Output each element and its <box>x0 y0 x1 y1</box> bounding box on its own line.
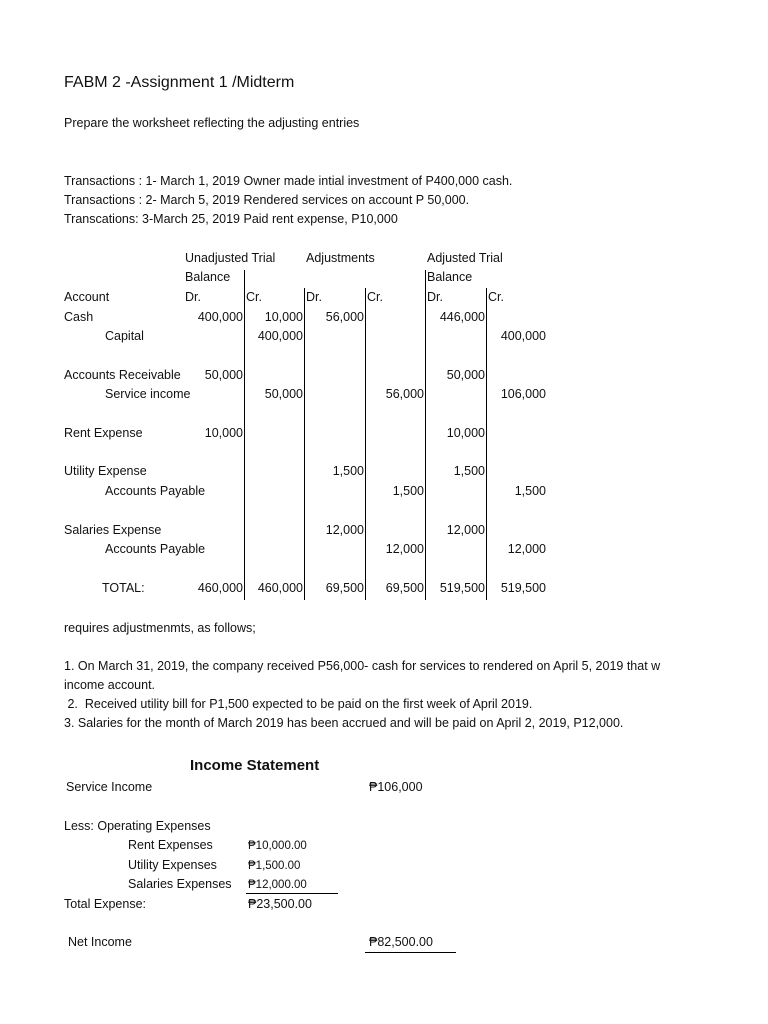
grid-line <box>486 288 487 600</box>
net-income-value: ₱82,500.00 <box>369 935 433 949</box>
rent-expenses-label: Rent Expenses <box>128 838 213 852</box>
adj-dr-value: 1,500 <box>332 464 364 478</box>
account-name: Capital <box>105 329 144 343</box>
ut-dr-value: 10,000 <box>204 426 243 440</box>
adjustment-1: 1. On March 31, 2019, the company received P56,000- cash for services to rendered on April 5, 2019 that w <box>64 659 661 673</box>
total-label: TOTAL: <box>102 581 145 595</box>
unadjusted-trial-header: Unadjusted Trial <box>185 251 276 265</box>
transaction-1: Transactions : 1- March 1, 2019 Owner made intial investment of P400,000 cash. <box>64 174 513 188</box>
ut-dr-value: 400,000 <box>197 310 243 324</box>
at-dr-value: 12,000 <box>446 523 485 537</box>
page-title: FABM 2 -Assignment 1 /Midterm <box>64 74 295 91</box>
ut-cr-value: 400,000 <box>257 329 303 343</box>
at-dr-value: 10,000 <box>446 426 485 440</box>
at-dr-value: 446,000 <box>439 310 485 324</box>
col-ut-dr: Dr. <box>185 290 201 304</box>
adjustments-intro: requires adjustmenmts, as follows; <box>64 621 256 635</box>
salaries-expenses-value: ₱12,000.00 <box>248 879 307 891</box>
total-expense-value: ₱23,500.00 <box>248 897 312 911</box>
utility-expenses-value: ₱1,500.00 <box>248 860 301 872</box>
transaction-3: Transcations: 3-March 25, 2019 Paid rent expense, P10,000 <box>64 212 398 226</box>
ut-dr-value: 50,000 <box>204 368 243 382</box>
rent-expenses-value: ₱10,000.00 <box>248 840 307 852</box>
adj-dr-total: 69,500 <box>325 581 364 595</box>
adj-cr-total: 69,500 <box>385 581 424 595</box>
col-adj-dr: Dr. <box>306 290 322 304</box>
adj-cr-value: 1,500 <box>392 484 424 498</box>
account-name: Salaries Expense <box>64 523 162 537</box>
net-income-label: Net Income <box>68 935 132 949</box>
less-operating-expenses-label: Less: Operating Expenses <box>64 819 211 833</box>
at-cr-value: 12,000 <box>507 542 546 556</box>
adjustment-2: 2. Received utility bill for P1,500 expected to be paid on the first week of April 2019. <box>64 697 533 711</box>
instruction: Prepare the worksheet reflecting the adjusting entries <box>64 116 360 130</box>
salaries-expenses-label: Salaries Expenses <box>128 877 232 891</box>
transaction-2: Transactions : 2- March 5, 2019 Rendered services on account P 50,000. <box>64 193 470 207</box>
adjustment-1-cont: income account. <box>64 678 156 692</box>
grid-line <box>365 288 366 600</box>
grid-line <box>304 288 305 600</box>
utility-expenses-label: Utility Expenses <box>128 858 217 872</box>
adj-cr-value: 56,000 <box>385 387 424 401</box>
grid-line <box>425 270 426 600</box>
adj-dr-value: 56,000 <box>325 310 364 324</box>
col-ut-cr: Cr. <box>246 290 262 304</box>
account-name: Rent Expense <box>64 426 143 440</box>
at-dr-value: 1,500 <box>453 464 485 478</box>
at-cr-value: 106,000 <box>500 387 546 401</box>
at-dr-total: 519,500 <box>439 581 485 595</box>
adjusted-trial-header-2: Balance <box>427 270 473 284</box>
unadjusted-trial-header-2: Balance <box>185 270 231 284</box>
col-at-dr: Dr. <box>427 290 443 304</box>
account-name: Accounts Payable <box>105 484 206 498</box>
account-name: Utility Expense <box>64 464 147 478</box>
service-income-label: Service Income <box>66 780 153 794</box>
col-account: Account <box>64 290 110 304</box>
income-statement-title: Income Statement <box>190 757 320 774</box>
at-cr-value: 1,500 <box>514 484 546 498</box>
adjusted-trial-header: Adjusted Trial <box>427 251 503 265</box>
account-name: Cash <box>64 310 94 324</box>
account-name: Accounts Receivable <box>64 368 181 382</box>
at-cr-total: 519,500 <box>500 581 546 595</box>
underline <box>365 952 456 953</box>
at-cr-value: 400,000 <box>500 329 546 343</box>
total-expense-label: Total Expense: <box>64 897 146 911</box>
adjustments-header: Adjustments <box>306 251 375 265</box>
col-at-cr: Cr. <box>488 290 504 304</box>
col-adj-cr: Cr. <box>367 290 383 304</box>
account-name: Service income <box>105 387 191 401</box>
grid-line <box>244 270 245 600</box>
ut-dr-total: 460,000 <box>197 581 243 595</box>
ut-cr-total: 460,000 <box>257 581 303 595</box>
account-name: Accounts Payable <box>105 542 206 556</box>
at-dr-value: 50,000 <box>446 368 485 382</box>
ut-cr-value: 50,000 <box>264 387 303 401</box>
ut-cr-value: 10,000 <box>264 310 303 324</box>
adj-cr-value: 12,000 <box>385 542 424 556</box>
underline <box>246 893 338 894</box>
adj-dr-value: 12,000 <box>325 523 364 537</box>
service-income-value: ₱106,000 <box>369 780 423 794</box>
adjustment-3: 3. Salaries for the month of March 2019 has been accrued and will be paid on April 2, 2019, P12,000. <box>64 716 624 730</box>
